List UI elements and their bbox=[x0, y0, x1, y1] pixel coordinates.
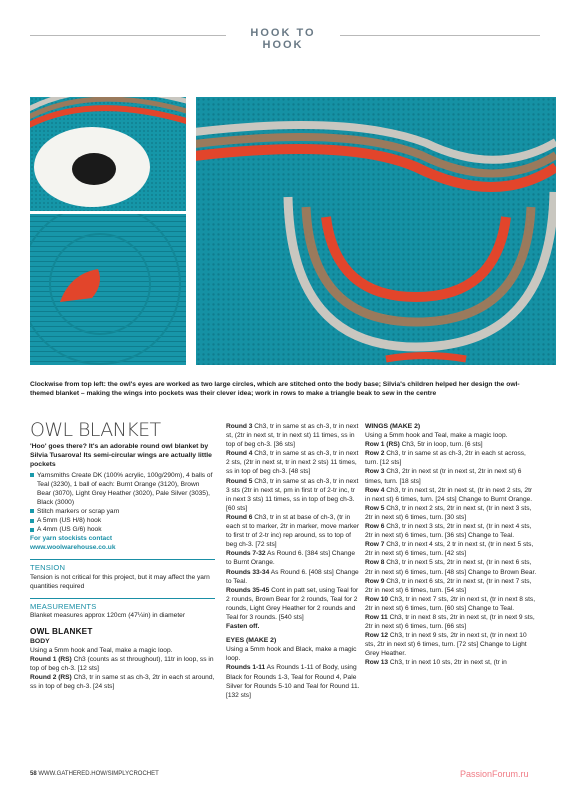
wings-intro: Using a 5mm hook and Teal, make a magic loop. bbox=[365, 432, 508, 440]
column-3 bbox=[365, 422, 537, 668]
wings-heading: WINGS (MAKE 2) bbox=[365, 423, 421, 430]
instruction-row: Row 4 Ch3, tr in next st, 2tr in next st, (tr in next 2 sts, 2tr in next st) 6 times, turn. [24 sts] Change to Burnt Orange. bbox=[365, 486, 533, 503]
eye-photo bbox=[30, 97, 186, 211]
tension-text: Tension is not critical for this project, but it may affect the yarn quantities required bbox=[30, 573, 210, 590]
measurements-text: Blanket measures approx 120cm (47¼in) in diameter bbox=[30, 611, 186, 619]
tension-heading: TENSION bbox=[30, 559, 215, 572]
instruction-row: Round 6 Ch3, tr in st at base of ch-3, (tr in each st to marker, 2tr in marker, move marker to first tr of 2-tr inc) rep around, ss to top of beg ch-3. [72 sts] bbox=[226, 513, 360, 549]
instruction-row: Row 12 Ch3, tr in next 9 sts, 2tr in next st, (tr in next 10 sts, 2tr in next st) 6 times, turn. [72 sts] Change to Light Grey Heather. bbox=[365, 632, 527, 658]
instruction-row: Row 6 Ch3, tr in next 3 sts, 2tr in next st, (tr in next 4 sts, 2tr in next st) 6 times, turn. [36 sts] Change to Teal. bbox=[365, 523, 532, 540]
footer-url[interactable]: WWW.GATHERED.HOW/SIMPLYCROCHET bbox=[38, 771, 159, 777]
instruction-row: Row 13 Ch3, tr in next 10 sts, 2tr in next st, (tr in bbox=[365, 659, 507, 667]
beak-photo bbox=[30, 214, 186, 365]
column-1 bbox=[30, 420, 215, 692]
pattern-intro: 'Hoo' goes there? It's an adorable round owl blanket by Silvia Tusarova! Its semi-circular wings are actually little pockets bbox=[30, 443, 212, 469]
instruction-row: Rounds 7-32 As Round 6. [384 sts] Change to Burnt Orange. bbox=[226, 550, 356, 567]
photo-caption: Clockwise from top left: the owl's eyes are worked as two large circles, which are stitched onto the body base; Silvia's children helped her design the owl-themed blanket – making the wings into pockets was their clever idea; work in rows to make a triangle beak to sew in the centre bbox=[30, 381, 520, 398]
instruction-row: Rounds 1-11 As Rounds 1-11 of Body, using Black for Rounds 1-3, Teal for Round 4, Pale Silver for Rounds 5-10 and Teal for Round 11. [132 sts] bbox=[226, 664, 360, 699]
instruction-row: Round 5 Ch3, tr in same st as ch-3, tr in next 3 sts (2tr in next st, pm in first tr of 2-tr inc, tr in next 3 sts) 11 times, ss in top of beg ch-3. [60 sts] bbox=[226, 477, 359, 512]
instruction-row: Row 7 Ch3, tr in next 4 sts, 2 tr in next st, (tr in next 5 sts, 2tr in next st) 6 times, turn. [42 sts] bbox=[365, 541, 534, 558]
instruction-row: Row 9 Ch3, tr in next 6 sts, 2tr in next st, (tr in next 7 sts, 2tr in next st) 6 times, turn. [54 sts] bbox=[365, 577, 532, 594]
stockists-label: For yarn stockists contact bbox=[30, 535, 113, 543]
instruction-row: Row 5 Ch3, tr in next 2 sts, 2tr in next st, (tr in next 3 sts, 2tr in next st) 6 times, turn. [30 sts] bbox=[365, 504, 532, 521]
instruction-row: Rounds 33-34 As Round 6. [408 sts] Change to Teal. bbox=[226, 568, 359, 585]
body-intro: Using a 5mm hook and Teal, make a magic loop. bbox=[30, 647, 173, 655]
instruction-row: Round 4 Ch3, tr in same st as ch-3, tr in next 2 sts, (2tr in next st, tr in next 2 sts) 11 times, ss in top of beg ch-3. [48 sts] bbox=[226, 450, 359, 476]
body-heading: BODY bbox=[30, 638, 50, 646]
page-footer bbox=[30, 771, 159, 777]
instruction-row: Round 3 Ch3, tr in same st as ch-3, tr in next st, (2tr in next st, tr in next st) 11 times, ss in top of beg ch-3. [36 sts] bbox=[226, 423, 359, 449]
instruction-row: Round 1 (RS) Ch3 (counts as st throughout), 11tr in loop, ss in top of beg ch-3. [12 sts] bbox=[30, 656, 214, 673]
owl-blanket-heading: OWL BLANKET bbox=[30, 626, 93, 636]
eyes-heading: EYES (MAKE 2) bbox=[226, 637, 277, 645]
watermark: PassionForum.ru bbox=[460, 769, 529, 779]
pattern-title: OWL BLANKET bbox=[30, 419, 161, 441]
instruction-row: Row 10 Ch3, tr in next 7 sts, 2tr in next st, (tr in next 8 sts, 2tr in next st) 6 times, turn. [60 sts] Change to Teal. bbox=[365, 595, 536, 612]
wing-photo bbox=[196, 97, 556, 365]
stockists-link[interactable]: www.woolwarehouse.co.uk bbox=[30, 544, 116, 552]
column-2 bbox=[226, 422, 360, 700]
eyes-intro: Using a 5mm hook and Black, make a magic loop. bbox=[226, 646, 357, 663]
instruction-row: Row 11 Ch3, tr in next 8 sts, 2tr in next st, (tr in next 9 sts, 2tr in next st) 6 times, turn. [66 sts] bbox=[365, 613, 535, 631]
instruction-row: Round 2 (RS) Ch3, tr in same st as ch-3, 2tr in each st around, ss in top of beg ch-3. [24 sts] bbox=[30, 674, 215, 691]
instruction-row: Row 1 (RS) Ch3, 5tr in loop, turn. [6 sts] bbox=[365, 441, 483, 449]
material-item: A 5mm (US H/8) hook bbox=[30, 516, 215, 525]
instruction-row: Rounds 35-45 Cont in patt set, using Teal for 2 rounds, Brown Bear for 2 rounds, Teal for 2 rounds, Light Grey Heather for 2 rounds and Teal for 3 rounds. [540 sts] bbox=[226, 586, 359, 621]
header-rule-left bbox=[30, 35, 226, 36]
header-rule-right bbox=[340, 35, 540, 36]
measurements-heading: MEASUREMENTS bbox=[30, 598, 215, 611]
materials-list bbox=[30, 471, 215, 535]
page-number: 58 bbox=[30, 771, 37, 777]
instruction-row: Row 8 Ch3, tr in next 5 sts, 2tr in next st, (tr in next 6 sts, 2tr in next st) 6 times, turn. [48 sts] Change to Brown Bear. bbox=[365, 559, 537, 576]
page-header bbox=[0, 27, 566, 51]
material-item: Stitch markers or scrap yarn bbox=[30, 507, 215, 516]
section-title: HOOK TO HOOK bbox=[250, 27, 316, 51]
material-item: Yarnsmiths Create DK (100% acrylic, 100g/290m), 4 balls of Teal (3230), 1 ball of each: Burnt Orange (3120), Brown Bear (3070), Light Grey Heather (3020), Pale Silver (3035), Black (3000) bbox=[30, 471, 215, 507]
material-item: A 4mm (US G/6) hook bbox=[30, 525, 215, 534]
instruction-row: Row 2 Ch3, tr in same st as ch-3, 2tr in each st across, turn. [12 sts] bbox=[365, 450, 526, 467]
instruction-row: Row 3 Ch3, 2tr in next st (tr in next st, 2tr in next st) 6 times, turn. [18 sts] bbox=[365, 468, 522, 485]
fasten-off: Fasten off. bbox=[226, 623, 260, 631]
